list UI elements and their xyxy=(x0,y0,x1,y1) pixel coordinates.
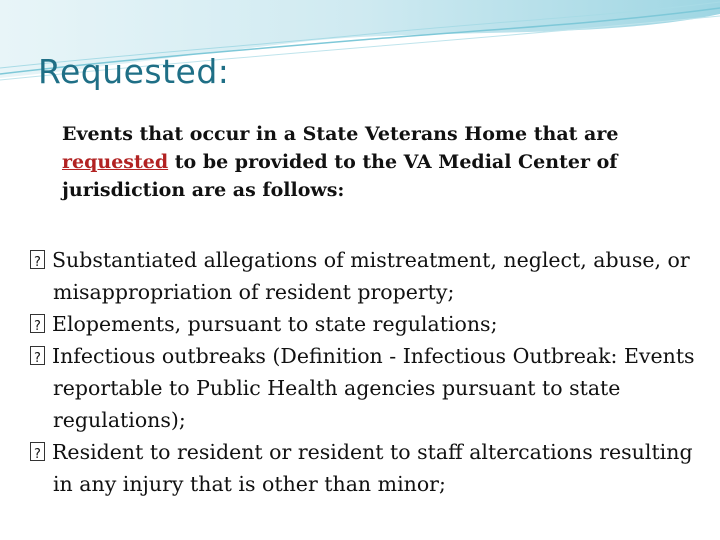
bullet-text: Infectious outbreaks (Definition - Infectious Outbreak: Events reportable to Public Health agencies pursuant to state regulations); xyxy=(52,344,695,432)
missing-glyph-box-icon xyxy=(30,442,45,461)
list-item xyxy=(30,244,700,308)
list-item xyxy=(30,436,700,500)
bullet-text: Substantiated allegations of mistreatment, neglect, abuse, or misappropriation of resident property; xyxy=(52,248,690,304)
bullet-text: Elopements, pursuant to state regulations; xyxy=(52,312,498,336)
intro-text-after: to be provided to the VA Medial Center of jurisdiction are as follows: xyxy=(62,151,618,201)
missing-glyph-box-icon xyxy=(30,346,45,365)
intro-highlight: requested xyxy=(62,151,169,173)
bullet-text: Resident to resident or resident to staff altercations resulting in any injury that is other than minor; xyxy=(52,440,693,496)
slide-title: Requested: xyxy=(38,52,230,91)
list-item xyxy=(30,340,700,436)
bullet-list xyxy=(30,244,700,500)
missing-glyph-box-icon xyxy=(30,250,45,269)
list-item xyxy=(30,308,700,340)
missing-glyph-box-icon xyxy=(30,314,45,333)
intro-paragraph xyxy=(62,120,682,204)
intro-text-before: Events that occur in a State Veterans Home that are xyxy=(62,123,619,145)
